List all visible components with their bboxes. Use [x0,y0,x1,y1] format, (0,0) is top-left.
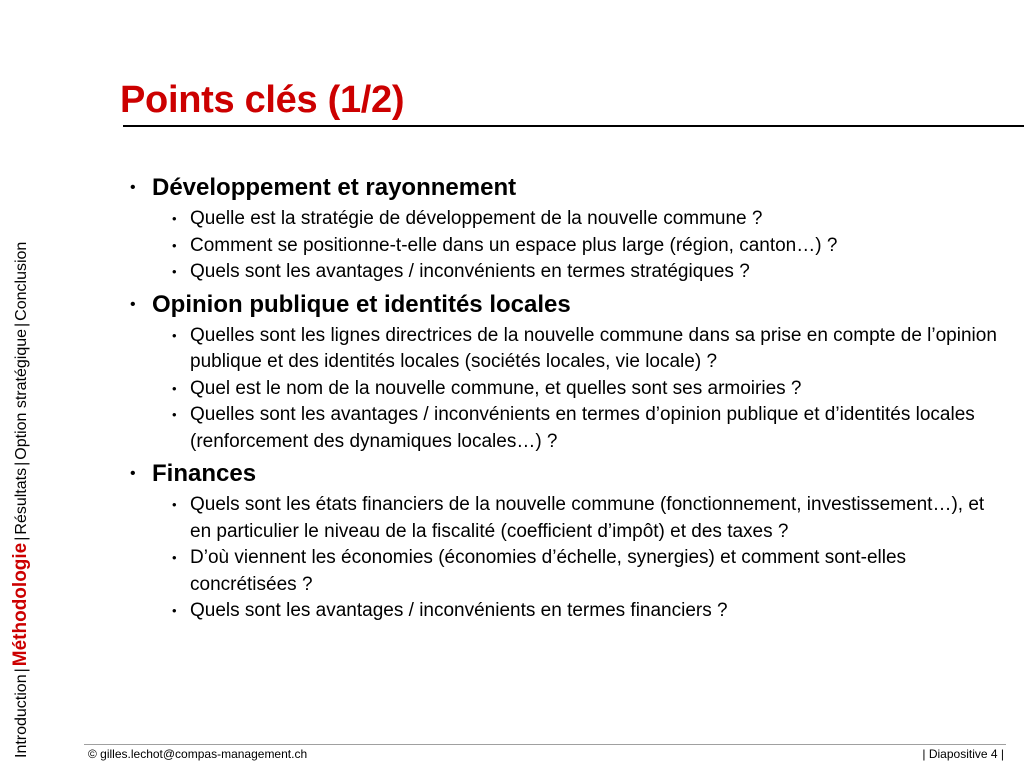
bullet-icon: • [172,603,177,618]
sub-list [127,492,1007,625]
list-item-text: Quel est le nom de la nouvelle commune, et quelles sont ses armoiries ? [190,377,802,399]
section-navigation [3,242,38,758]
section-heading [127,458,1007,489]
list-item [127,206,1007,233]
nav-separator: | [13,536,30,541]
list-item-text: Quels sont les avantages / inconvénients en termes financiers ? [190,600,728,621]
nav-item-methodologie: Méthodologie [10,542,31,667]
section-opinion-publique [127,289,1007,456]
bullet-icon: • [172,237,177,253]
list-item [127,376,1007,403]
bullet-icon: • [172,211,177,226]
section-heading [127,172,1007,203]
slide-title: Points clés (1/2) [120,79,405,121]
section-heading [127,289,1007,320]
section-heading-text: Finances [152,460,257,487]
list-item-text: Quels sont les avantages / inconvénients en termes stratégiques ? [190,261,750,282]
nav-item-option-strategique: Option stratégique [13,328,30,460]
list-item-text: D’où viennent les économies (économies d’échelle, synergies) et comment sont-elles concrétisées ? [190,547,907,595]
list-item-text: Quelles sont les avantages / inconvénients en termes d’opinion publique et d’identités locales (renforcement des dynamiques locales…) ? [190,404,975,452]
bullet-icon: • [130,465,136,482]
nav-separator: | [13,461,30,466]
nav-separator: | [13,322,30,327]
section-heading-text: Opinion publique et identités locales [152,290,571,318]
footer-copyright: © gilles.lechot@compas-management.ch [88,747,308,761]
section-heading-text: Développement et rayonnement [152,174,517,201]
list-item-text: Quels sont les états financiers de la nouvelle commune (fonctionnement, investissement…), et en particulier le niveau de la fiscalité (coefficient d’impôt) et des taxes ? [190,494,985,542]
nav-separator: | [13,668,30,673]
section-finances [127,458,1007,625]
list-item [127,259,1007,286]
section-developpement [127,172,1007,286]
list-item [127,323,1007,376]
list-item [127,402,1007,455]
bullet-icon: • [172,327,177,343]
footer-divider [84,744,1006,745]
title-divider [123,125,1024,127]
bullet-icon: • [172,380,177,396]
list-item-text: Quelles sont les lignes directrices de la nouvelle commune dans sa prise en compte de l’opinion publique et des identités locales (sociétés locales, vie locale) ? [190,324,997,372]
sub-list [127,323,1007,456]
footer-slide-number: | Diapositive 4 | [922,747,1004,761]
slide-content [127,170,1007,628]
sub-list [127,206,1007,286]
bullet-icon: • [130,179,136,196]
bullet-icon: • [172,407,177,422]
nav-item-conclusion: Conclusion [13,241,30,321]
list-item [127,233,1007,260]
list-item [127,598,1007,625]
nav-item-resultats: Résultats [13,467,30,535]
list-item [127,492,1007,545]
bullet-icon: • [130,295,136,313]
bullet-icon: • [172,497,177,512]
list-item-text: Quelle est la stratégie de développement de la nouvelle commune ? [190,208,763,229]
list-item [127,545,1007,598]
nav-item-introduction: Introduction [13,674,30,758]
list-item-text: Comment se positionne-t-elle dans un espace plus large (région, canton…) ? [190,234,838,256]
bullet-icon: • [172,264,177,279]
bullet-icon: • [172,550,177,565]
